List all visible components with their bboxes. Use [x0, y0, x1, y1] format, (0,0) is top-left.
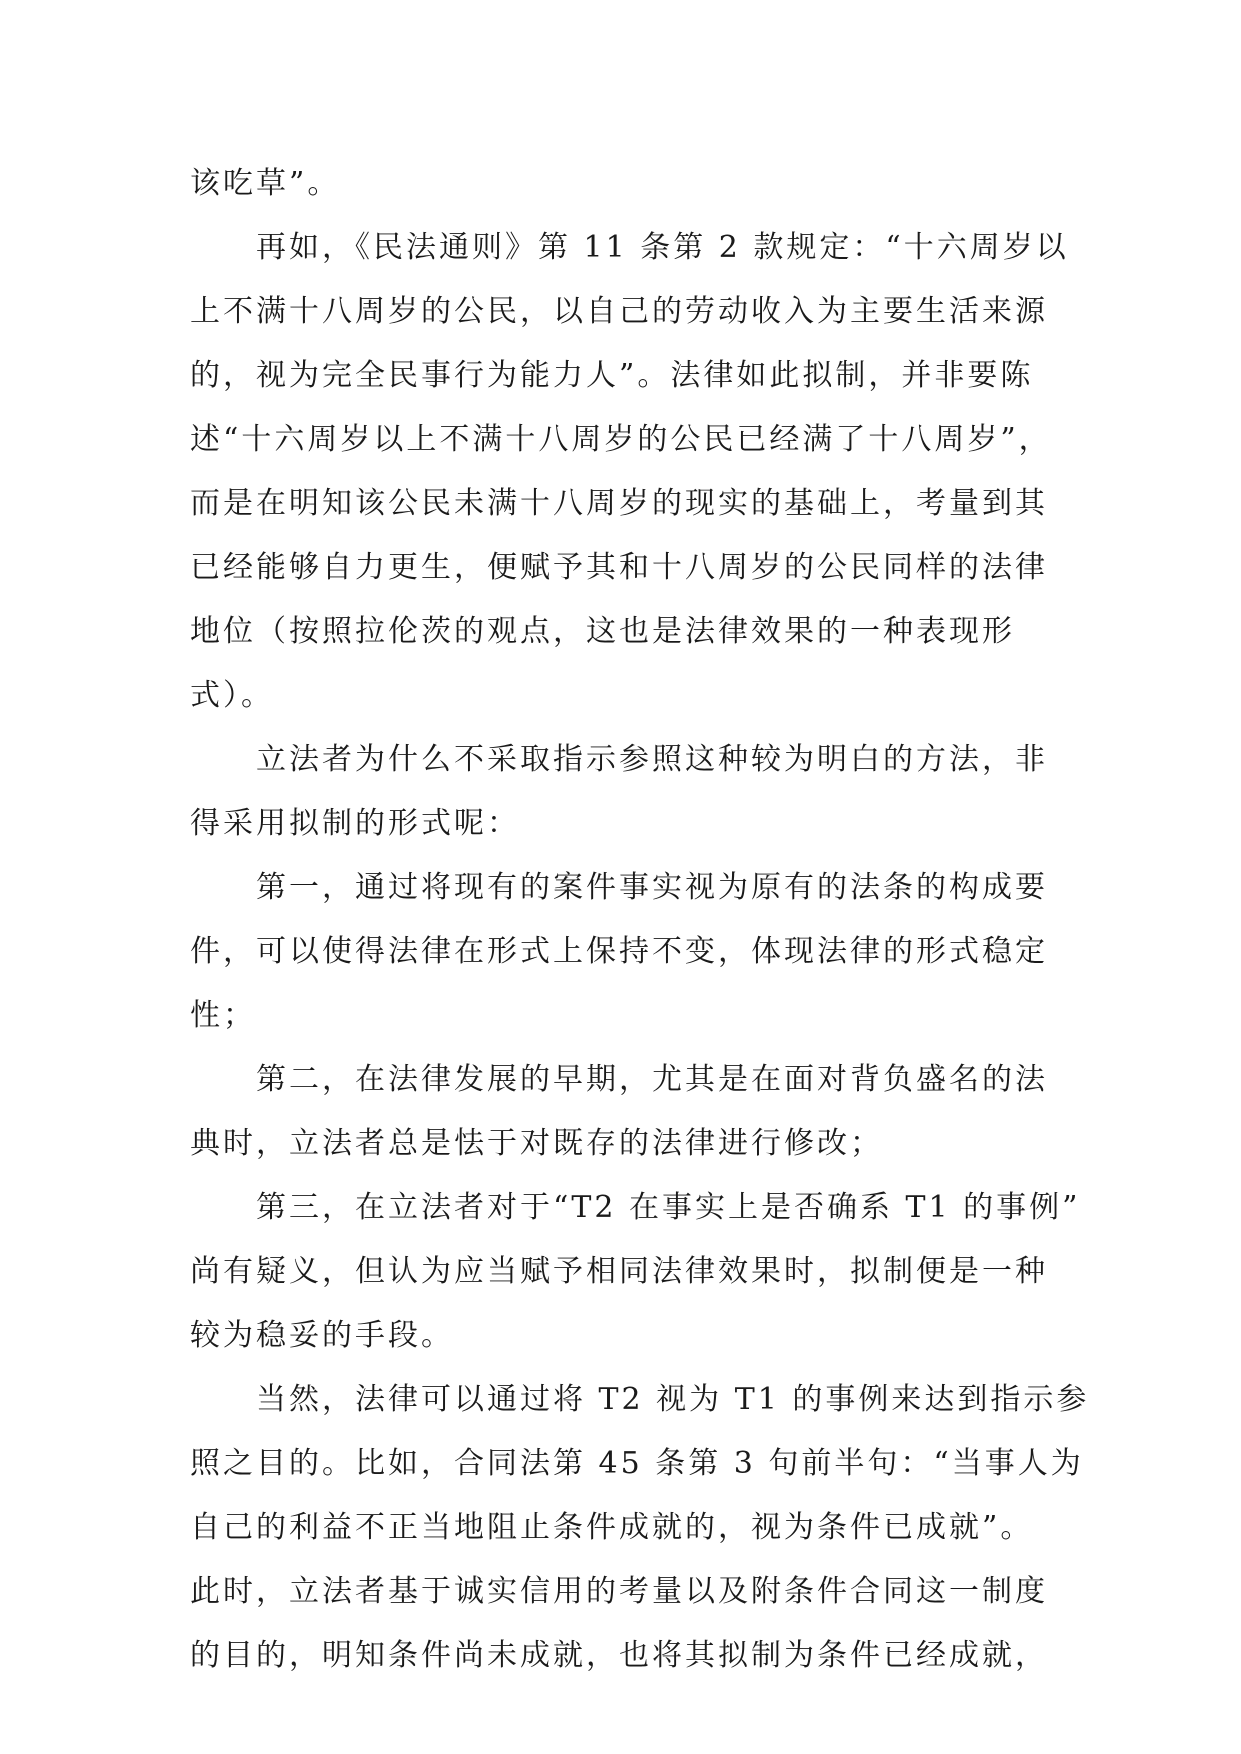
- text-line: 第三，在立法者对于“T2 在事实上是否确系 T1 的事例”: [256, 1190, 1081, 1225]
- text-line: 式）。: [190, 678, 274, 713]
- document-body: [190, 152, 1090, 1688]
- text-line: 典时，立法者总是怯于对既存的法律进行修改；: [190, 1126, 883, 1161]
- text-line: 再如，《民法通则》第 11 条第 2 款规定：“十六周岁以: [256, 230, 1069, 265]
- text-line: 述“十六周岁以上不满十八周岁的公民已经满了十八周岁”，: [190, 422, 1052, 457]
- text-line: 而是在明知该公民未满十八周岁的现实的基础上，考量到其: [190, 486, 1048, 521]
- text-line: 性；: [190, 998, 256, 1033]
- text-line: 此时，立法者基于诚实信用的考量以及附条件合同这一制度: [190, 1574, 1048, 1609]
- text-line: 地位（按照拉伦茨的观点，这也是法律效果的一种表现形: [190, 614, 1015, 649]
- text-line: 自己的利益不正当地阻止条件成就的，视为条件已成就”。: [190, 1510, 1034, 1545]
- text-line: 得采用拟制的形式呢：: [190, 806, 520, 841]
- text-line: 该吃草”。: [190, 166, 341, 201]
- text-line: 第一，通过将现有的案件事实视为原有的法条的构成要: [256, 870, 1048, 905]
- text-line: 较为稳妥的手段。: [190, 1318, 454, 1353]
- text-line: 上不满十八周岁的公民，以自己的劳动收入为主要生活来源: [190, 294, 1048, 329]
- text-line: 已经能够自力更生，便赋予其和十八周岁的公民同样的法律: [190, 550, 1048, 585]
- text-line: 的，视为完全民事行为能力人”。法律如此拟制，并非要陈: [190, 358, 1034, 393]
- text-line: 件，可以使得法律在形式上保持不变，体现法律的形式稳定: [190, 934, 1048, 969]
- text-line: 当然，法律可以通过将 T2 视为 T1 的事例来达到指示参: [256, 1382, 1090, 1417]
- text-line: 立法者为什么不采取指示参照这种较为明白的方法，非: [256, 742, 1048, 777]
- text-line: 第二，在法律发展的早期，尤其是在面对背负盛名的法: [256, 1062, 1048, 1097]
- text-line: 照之目的。比如，合同法第 45 条第 3 句前半句：“当事人为: [190, 1446, 1084, 1481]
- text-line: 的目的，明知条件尚未成就，也将其拟制为条件已经成就，: [190, 1638, 1048, 1673]
- text-line: 尚有疑义，但认为应当赋予相同法律效果时，拟制便是一种: [190, 1254, 1048, 1289]
